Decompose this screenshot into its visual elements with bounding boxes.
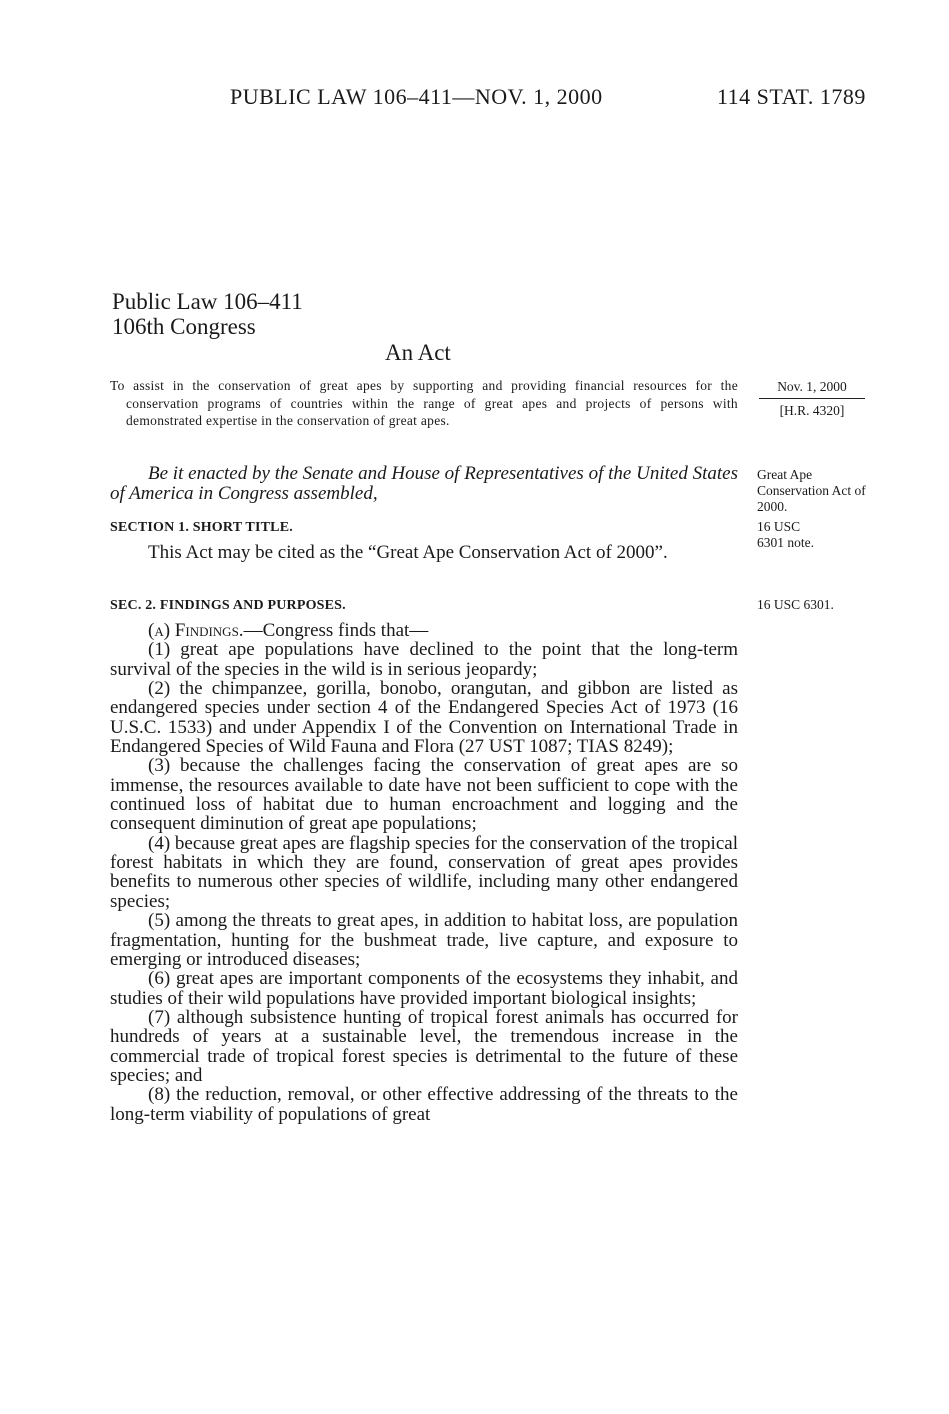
margin-usc-note-1: 16 USC 6301 note.: [757, 519, 814, 550]
public-law-number: Public Law 106–411: [112, 289, 303, 314]
finding-item: (3) because the challenges facing the conservation of great apes are so immense, the resources available to date have not been sufficient to cope with the continued loss of habitat due to human encroachment and logging and the consequent diminution of great ape populations;: [110, 755, 738, 835]
finding-item: (7) although subsistence hunting of tropical forest animals has occurred for hundreds of years at a sustainable level, the tremendous increase in the commercial trade of tropical forest species is detrimental to the future of these species; and: [110, 1006, 738, 1086]
margin-short-title: Great Ape Conservation Act of 2000.: [757, 467, 866, 514]
section-1-heading: SECTION 1. SHORT TITLE.: [110, 520, 293, 535]
finding-item: (5) among the threats to great apes, in addition to habitat loss, are population fragmentation, hunting for the bushmeat trade, live capture, and exposure to emerging or introduced diseases;: [110, 910, 738, 970]
subsection-a-lead: —Congress finds that—: [243, 620, 429, 641]
purpose-statement: [110, 377, 738, 430]
subsection-a: [110, 621, 738, 640]
subsection-a-label: (a) Findings.: [148, 620, 244, 641]
margin-usc-note-2: 16 USC 6301.: [757, 597, 834, 612]
purpose-text: To assist in the conservation of great apes by supporting and providing financial resources for the conservation programs of countries within the range of great apes and projects of persons with demonstrated expertise in the conservation of great apes.: [110, 378, 738, 428]
act-title: An Act: [385, 340, 451, 365]
running-header-law: PUBLIC LAW 106–411—NOV. 1, 2000: [230, 84, 603, 109]
finding-item: (2) the chimpanzee, gorilla, bonobo, orangutan, and gibbon are listed as endangered species under section 4 of the Endangered Species Act of 1973 (16 U.S.C. 1533) and under Appendix I of the Convention on International Trade in Endangered Species of Wild Fauna and Flora (27 UST 1087; TIAS 8249);: [110, 678, 738, 758]
finding-item: (6) great apes are important components of the ecosystems they inhabit, and studies of their wild populations have provided important biological insights;: [110, 968, 738, 1009]
margin-date: Nov. 1, 2000: [777, 379, 847, 394]
finding-item: (4) because great apes are flagship species for the conservation of the tropical forest habitats in which they are found, conservation of great apes provides benefits to numerous other species of wildlife, including many other endangered species;: [110, 832, 738, 912]
section-2-heading: SEC. 2. FINDINGS AND PURPOSES.: [110, 598, 346, 613]
margin-bill-number: [H.R. 4320]: [779, 403, 845, 418]
running-header-stat: 114 STAT. 1789: [717, 84, 866, 109]
section-1-text: This Act may be cited as the “Great Ape Conservation Act of 2000”.: [148, 542, 668, 563]
section-1-body: [110, 543, 738, 562]
finding-item: (8) the reduction, removal, or other effective addressing of the threats to the long-term viability of populations of great: [110, 1084, 738, 1125]
margin-enactment-date: [757, 379, 867, 419]
enacting-clause: [110, 464, 738, 504]
findings-list: [110, 621, 738, 1124]
congress-number: 106th Congress: [112, 314, 256, 339]
finding-item: (1) great ape populations have declined to the point that the long-term survival of the species in the wild is in serious jeopardy;: [110, 639, 738, 680]
margin-rule: [759, 398, 865, 399]
enacting-clause-text: Be it enacted by the Senate and House of Representatives of the United States of America in Congress assembled,: [110, 463, 738, 504]
